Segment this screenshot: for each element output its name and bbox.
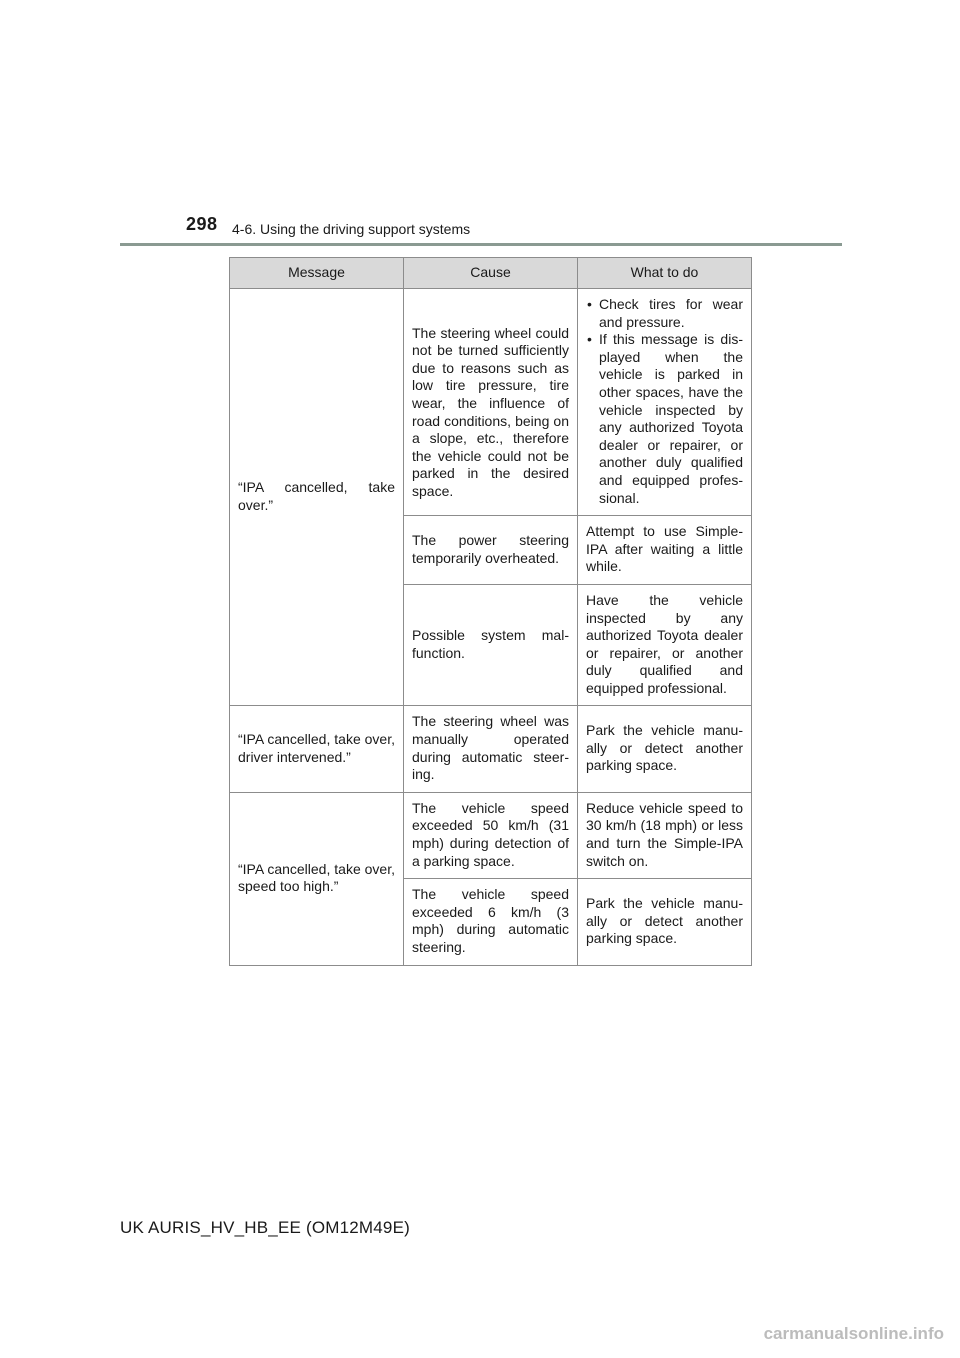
table-header-row	[230, 258, 752, 289]
list-item: • If this message is displayed when the vehicle is parked in other spaces, have the vehicle inspected by any authorized Toyota dealer or repairer, or another duly qualified and equipped professional.	[586, 331, 743, 507]
cause-cell: The steering wheel was manually operated during automatic steering.	[404, 706, 578, 792]
column-header-what-to-do: What to do	[578, 258, 752, 289]
table-row	[230, 289, 752, 516]
cause-cell: The vehicle speed exceeded 6 km/h (3 mph) during automatic steering.	[404, 879, 578, 965]
cause-cell: The vehicle speed exceeded 50 km/h (31 mph) during detection of a parking space.	[404, 792, 578, 878]
action-cell: Have the vehicle inspected by any authorized Toyota dealer or repairer, or another duly qualified and equipped professional.	[578, 584, 752, 706]
message-cell: “IPA cancelled, take over.”	[230, 289, 404, 706]
column-header-cause: Cause	[404, 258, 578, 289]
action-cell: Attempt to use Simple-IPA after waiting a little while.	[578, 516, 752, 585]
message-cell: “IPA cancelled, take over, speed too high.”	[230, 792, 404, 965]
cause-cell: Possible system malfunction.	[404, 584, 578, 706]
action-bullet-list	[586, 296, 743, 507]
header-divider	[120, 243, 842, 246]
message-cell: “IPA cancelled, take over, driver intervened.”	[230, 706, 404, 792]
list-item: • Check tires for wear and pressure.	[586, 296, 743, 331]
table-row	[230, 792, 752, 878]
table-row	[230, 706, 752, 792]
action-cell	[578, 289, 752, 516]
action-cell: Reduce vehicle speed to 30 km/h (18 mph) or less and turn the Simple-IPA switch on.	[578, 792, 752, 878]
footer-model-code: UK AURIS_HV_HB_EE (OM12M49E)	[120, 1218, 410, 1237]
watermark: carmanualsonline.info	[763, 1324, 944, 1343]
action-cell: Park the vehicle manually or detect another parking space.	[578, 879, 752, 965]
page-number: 298	[186, 214, 218, 234]
action-cell: Park the vehicle manually or detect another parking space.	[578, 706, 752, 792]
message-table	[229, 257, 752, 966]
cause-cell: The power steering temporarily overheated.	[404, 516, 578, 585]
column-header-message: Message	[230, 258, 404, 289]
section-title: 4-6. Using the driving support systems	[232, 221, 471, 237]
cause-cell: The steering wheel could not be turned sufficiently due to reasons such as low tire pressure, tire wear, the influence of road conditions, being on a slope, etc., therefore the vehicle could not be parked in the desired space.	[404, 289, 578, 516]
